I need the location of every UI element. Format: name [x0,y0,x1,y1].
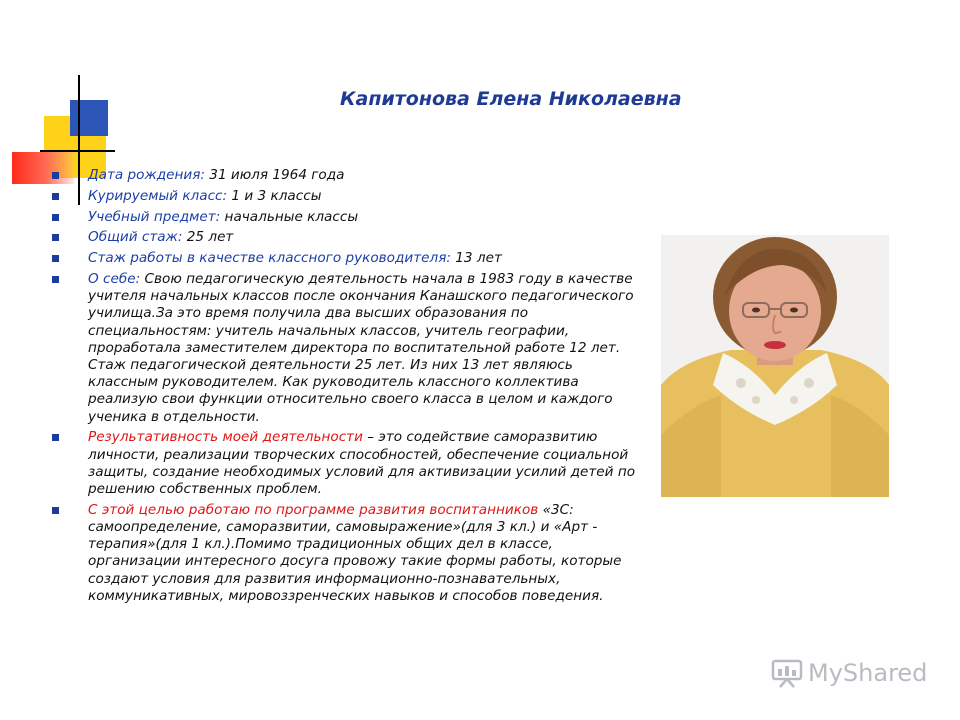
item-label: Общий стаж: [88,229,183,246]
item-label: Результативность моей деятельности [88,429,363,446]
watermark-text: MyShared [808,659,928,687]
item-label: Учебный предмет: [88,208,221,225]
list-item-program [50,502,640,605]
teacher-photo [661,235,889,497]
bullet-list [50,167,640,609]
item-text: – это содействие саморазвитию личности, реализации творческих способностей, обеспечение социальной защиты, создание необходимых условий для активизации усилий детей по решению собственных проблем. [88,429,636,498]
decor-blue-square [70,100,108,136]
bullet-square-icon [52,255,59,262]
bullet-square-icon [52,214,59,221]
portrait-image [661,235,889,497]
slide-title: Капитонова Елена Николаевна [340,88,682,110]
list-item-birth-date [50,167,640,184]
item-text: Свою педагогическую деятельность начала в 1983 году в качестве учителя начальных классов после окончания Канашского педагогического училища.За это время получила два высших образования по специальностям: учитель начальных классов, учитель географии, проработала заместителем директора по воспитательной работе 12 лет. Стаж педагогической деятельности 25 лет. Из них 13 лет являюсь классным руководителем. Как руководитель классного коллектива реализую свои функции относительно своего класса в целом и каждого ученика в отдельности. [88,270,634,425]
presentation-board-icon [770,658,804,688]
list-item-class [50,188,640,205]
bullet-square-icon [52,234,59,241]
list-item-class-teacher-experience [50,250,640,267]
item-label: Курируемый класс: [88,187,228,204]
bullet-square-icon [52,507,59,514]
item-label: С этой целью работаю по программе развития воспитанников [88,501,539,518]
item-text: 13 лет [450,250,502,267]
list-item-results [50,429,640,498]
item-text: 1 и 3 классы [227,187,322,204]
item-text: «3С: самоопределение, саморазвитии, самовыражение»(для 3 кл.) и «Арт - терапия»(для 1 кл.).Помимо традиционных общих дел в классе, организации интересного досуга провожу такие формы работы, которые создают условия для развития информационно-познавательных, коммуникативных, мировоззренческих навыков и способов поведения. [88,501,622,604]
item-label: Стаж работы в качестве классного руководителя: [88,250,451,267]
list-item-subject [50,209,640,226]
bullet-square-icon [52,193,59,200]
watermark-logo [770,655,927,691]
item-label: О себе: [88,270,141,287]
bullet-square-icon [52,434,59,441]
decor-horizontal-line [40,150,115,152]
list-item-total-experience [50,229,640,246]
list-item-about [50,271,640,426]
item-text: 31 июля 1964 года [204,167,345,183]
item-text: 25 лет [182,229,234,246]
bullet-square-icon [52,172,59,179]
item-label: Дата рождения: [88,167,205,183]
bullet-square-icon [52,276,59,283]
item-text: начальные классы [220,208,359,225]
